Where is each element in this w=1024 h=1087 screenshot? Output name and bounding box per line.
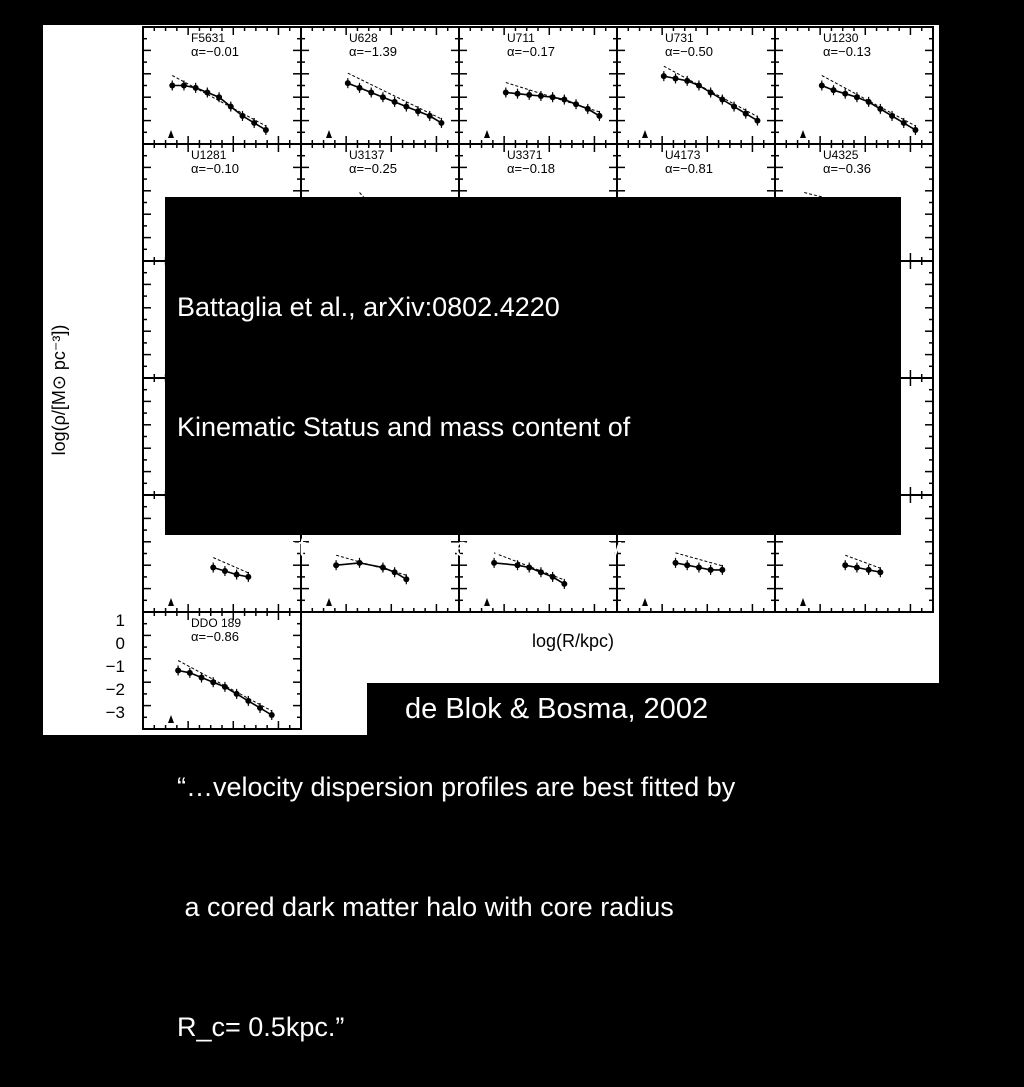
panel-name: U3137: [349, 148, 385, 162]
y-axis-title: log(ρ/[M⊙ pc⁻³]): [49, 324, 69, 456]
panel-alpha: α=−0.17: [507, 44, 556, 59]
panel-alpha: α=−0.25: [349, 161, 398, 176]
quote-line: Kinematic Status and mass content of: [177, 412, 631, 442]
panel-arrow: [800, 130, 806, 138]
panel-alpha: α=−0.10: [191, 161, 240, 176]
model-line: [348, 73, 442, 119]
quote-line: Battaglia et al., arXiv:0802.4220: [177, 292, 560, 322]
panel-arrow: [326, 130, 332, 138]
quote-line: “…velocity dispersion profiles are best fitted by: [177, 772, 736, 802]
quote-line: R_c= 0.5kpc.”: [177, 1012, 345, 1042]
panel-name: U1281: [191, 148, 227, 162]
panel-name: U4173: [665, 148, 701, 162]
panel-alpha: α=−0.18: [507, 161, 556, 176]
y-tick-label: −2: [105, 680, 125, 699]
panel-name: U3371: [507, 148, 543, 162]
credit-text: de Blok & Bosma, 2002: [405, 693, 709, 725]
panel-arrow: [168, 598, 174, 606]
x-tick-label: 0: [220, 742, 230, 761]
panel-arrow: [484, 130, 490, 138]
panel-arrow: [642, 130, 648, 138]
panel-alpha: α=−0.50: [665, 44, 714, 59]
panel-arrow: [168, 130, 174, 138]
panel-alpha: α=−0.01: [191, 44, 240, 59]
panel-name: U711: [507, 31, 535, 45]
panel-alpha: α=−0.86: [191, 629, 240, 644]
panel-name: U731: [665, 31, 694, 45]
y-tick-label: −1: [105, 657, 125, 676]
panel-name: DDO 189: [191, 616, 242, 630]
panel-name: U4325: [823, 148, 859, 162]
x-tick-label: −1: [173, 742, 193, 761]
panel-alpha: α=−0.81: [665, 161, 714, 176]
panel-alpha: α=−1.39: [349, 44, 398, 59]
quote-line: [177, 647, 889, 687]
quote-line: The Sculptor dwarf spheroidal galaxy: [177, 532, 622, 562]
y-tick-label: −3: [105, 703, 125, 722]
credit-box: [367, 683, 939, 735]
x-tick-label: 1: [262, 742, 272, 761]
y-tick-label: 0: [115, 634, 125, 653]
panel-name: U628: [349, 31, 378, 45]
panel-arrow: [168, 715, 174, 723]
panel-alpha: α=−0.13: [823, 44, 872, 59]
quote-line: a cored dark matter halo with core radius: [177, 892, 674, 922]
panel-alpha: α=−0.36: [823, 161, 872, 176]
x-axis-title: log(R/kpc): [531, 631, 615, 651]
y-tick-label: 1: [115, 611, 125, 630]
panel-name: U1230: [823, 31, 859, 45]
panel-name: F5631: [191, 31, 226, 45]
